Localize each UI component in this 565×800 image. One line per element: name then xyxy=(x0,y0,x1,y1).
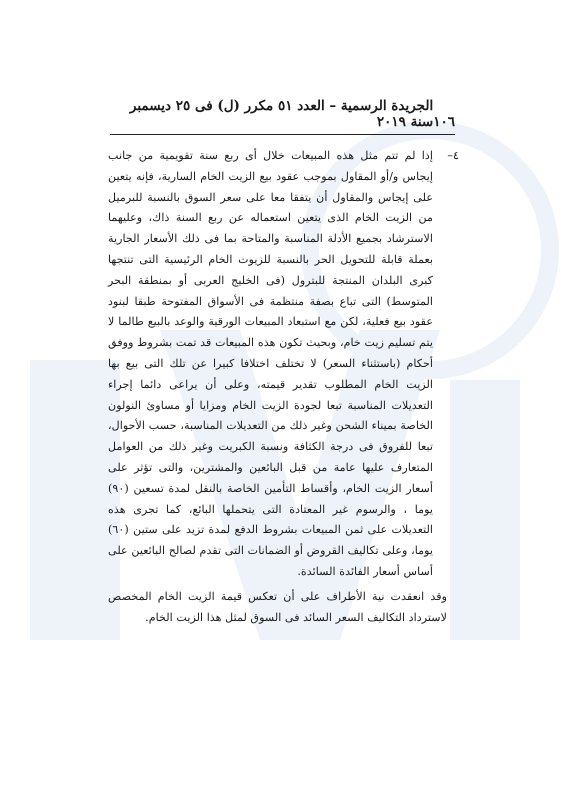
item-number: ٤– xyxy=(447,149,459,162)
numbered-paragraph xyxy=(108,146,459,583)
gazette-title: الجريدة الرسمية – العدد ٥١ مكرر (ل) فى ٢٥ ديسمبر سنة ٢٠١٩ xyxy=(129,98,434,130)
page-number: ١٠٦ xyxy=(433,114,455,130)
page-header xyxy=(110,98,455,130)
closing-paragraph: وقد انعقدت نية الأطراف على أن تعكس قيمة الزيت الخام المخصص لاسترداد التكاليف السعر السائد فى السوق لمثل هذا الزيت الخام. xyxy=(108,589,447,624)
item-text: إذا لم تتم مثل هذه المبيعات خلال أى ربع سنة تقويمية من جانب إيجاس و/أو المقاول بموجب عقود بيع الزيت الخام السارية، فإنه يتعين على إيجاس والمقاول أن يتفقا معا على سعر السوق بالنسبة للبرميل من الزيت الخام الذى يتعين استعماله عن ربع السنة ذاك، وعليهما الاسترشاد بجميع الأدلة المناسبة والمتاحة بما فى ذلك الأسعار الجارية بعملة قابلة للتحويل الحر بالنسبة للزيوت الخام الرئيسية التى تنتجها كبرى البلدان المنتجة للبترول (فى الخليج العربى أو بمنطقة البحر المتوسط) التى تباع بصفة منتظمة فى الأسواق المفتوحة طبقا لبنود عقود بيع فعلية، لكن مع استبعاد المبيعات الورقية والوعد بالبيع طالما لا يتم تسليم زيت خام، وبحيث تكون هذه المبيعات قد تمت بشروط ووفق أحكام (باستثناء السعر) لا تختلف اختلافا كبيرا عن تلك التى بيع بها الزيت الخام المطلوب تقدير قيمته، وعلى أن يراعى دائما إجراء التعديلات المناسبة تبعا لجودة الزيت الخام ومزايا أو مساوئ النولون الخاصة بميناء الشحن وغير ذلك من التعديلات المناسبة، حسب الأحوال، تبعا للفروق فى درجة الكثافة ونسبة الكبريت وغير ذلك من العوامل المتعارف عليها عامة من قبل البائعين والمشترين، والتى تؤثر على أسعار الزيت الخام، وأقساط التأمين الخاصة بالنقل لمدة تسعين (٩٠) يوما ، والرسوم غير المعتادة التى يتحملها البائع، كما تجرى هذه التعديلات على ثمن المبيعات بشروط الدفع لمدة تزيد على ستين (٦٠) يوما، وعلى تكاليف القروض أو الضمانات التى تقدم لصالح البائعين على أساس أسعار الفائدة السائدة. xyxy=(108,149,433,578)
header-divider xyxy=(110,134,455,135)
document-body xyxy=(108,146,459,628)
